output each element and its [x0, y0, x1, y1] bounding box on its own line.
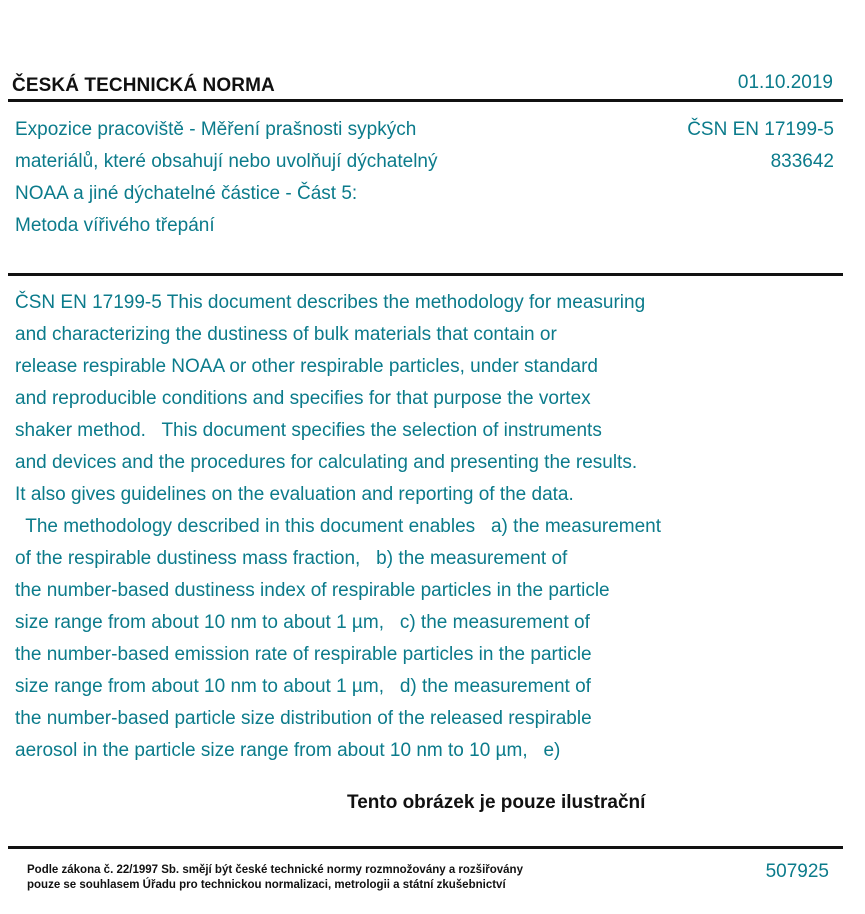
abstract-line: release respirable NOAA or other respirable particles, under standard: [15, 356, 598, 377]
abstract-line: the number-based emission rate of respirable particles in the particle: [15, 644, 592, 665]
abstract-line: and characterizing the dustiness of bulk materials that contain or: [15, 324, 557, 345]
footer-divider: [8, 846, 843, 849]
standard-codes: [687, 114, 834, 178]
abstract-line: shaker method. This document specifies the selection of instruments: [15, 420, 602, 441]
header-divider: [8, 99, 843, 102]
abstract-line: The methodology described in this document enables a) the measurement: [15, 516, 662, 537]
document-header-title: ČESKÁ TECHNICKÁ NORMA: [12, 75, 275, 96]
abstract-line: of the respirable dustiness mass fraction, b) the measurement of: [15, 548, 568, 569]
legal-notice-line: Podle zákona č. 22/1997 Sb. smějí být české technické normy rozmnožovány a rozšiřovány: [27, 864, 523, 876]
abstract-line: and reproducible conditions and specifies for that purpose the vortex: [15, 388, 591, 409]
abstract-line: and devices and the procedures for calculating and presenting the results.: [15, 452, 638, 473]
abstract-line: the number-based particle size distribution of the released respirable: [15, 708, 592, 729]
abstract-line: It also gives guidelines on the evaluation and reporting of the data.: [15, 484, 574, 505]
standard-title-line: materiálů, které obsahují nebo uvolňují dýchatelný: [15, 151, 438, 172]
standard-title-line: Metoda vířivého třepání: [15, 215, 215, 236]
legal-notice-line: pouze se souhlasem Úřadu pro technickou normalizaci, metrologii a státní zkušebnictví: [27, 879, 506, 891]
abstract-line: size range from about 10 nm to about 1 µm, c) the measurement of: [15, 612, 590, 633]
standard-title-line: Expozice pracoviště - Měření prašnosti sypkých: [15, 119, 417, 140]
class-number: 833642: [770, 151, 834, 172]
abstract-line: aerosol in the particle size range from about 10 nm to 10 µm, e): [15, 740, 561, 761]
publication-date: 01.10.2019: [737, 72, 833, 93]
abstract-text: [15, 287, 815, 767]
standard-title: [15, 114, 535, 242]
abstract-line: the number-based dustiness index of respirable particles in the particle: [15, 580, 610, 601]
illustration-note: Tento obrázek je pouze ilustrační: [347, 792, 646, 813]
standard-code: ČSN EN 17199-5: [687, 119, 834, 140]
abstract-line: size range from about 10 nm to about 1 µm, d) the measurement of: [15, 676, 591, 697]
title-divider: [8, 273, 843, 276]
abstract-line: ČSN EN 17199-5 This document describes the methodology for measuring: [15, 292, 646, 313]
standard-title-line: NOAA a jiné dýchatelné částice - Část 5:: [15, 183, 358, 204]
legal-notice: [27, 863, 523, 893]
catalog-number: 507925: [765, 861, 829, 882]
